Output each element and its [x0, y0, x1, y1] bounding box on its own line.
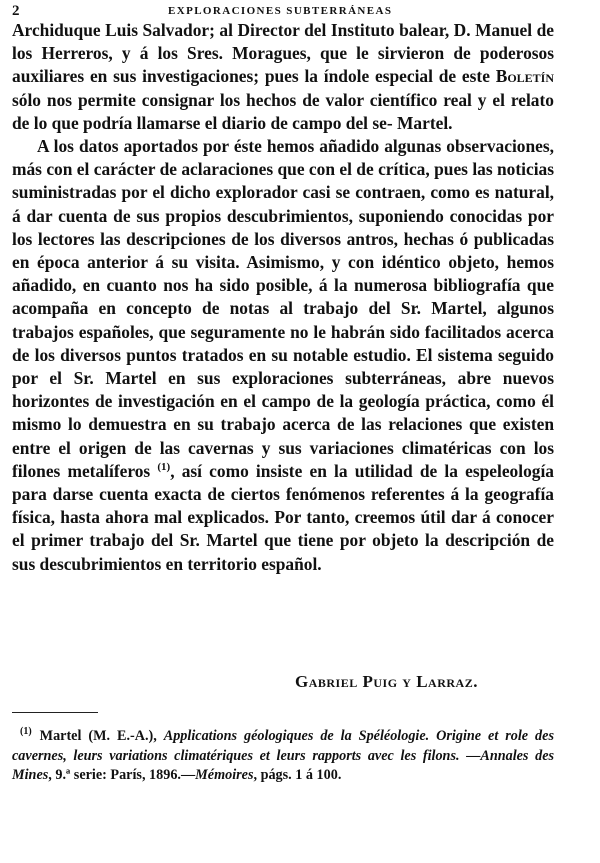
signature: Gabriel Puig y Larraz. [295, 672, 478, 691]
paragraph-2 [12, 135, 554, 576]
page-header [0, 3, 600, 19]
footnote-divider [12, 712, 98, 713]
footnote-memoires: Mémoires [195, 767, 254, 783]
footnote-author: Martel (M. E.-A.), [39, 728, 164, 744]
footnote-journal: Annales des Mines [12, 747, 555, 783]
paragraph-1 [12, 19, 554, 135]
footnote-reference: (1) [157, 461, 171, 474]
footnote-pages: , págs. 1 á 100. [253, 767, 342, 783]
running-title: EXPLORACIONES SUBTERRÁNEAS [168, 5, 393, 17]
paragraph-1-text-b: sólo nos permite consignar los hechos de valor científico real y el relato de lo que podría llamarse el diario de campo del se- Martel. [12, 89, 554, 133]
footnote-marker: (1) [20, 726, 32, 738]
boletin-smallcaps: Boletín [495, 66, 554, 87]
paragraph-2-text-b: , así como insiste en la utilidad de la espeleología para darse cuenta exacta de ciertos fenómenos referentes á la geografía física, hasta ahora mal explicados. Por tanto, creemos útil dar á conocer el primer trabajo del Sr. Martel que tiene por objeto la descripción de sus descubrimientos en territorio español. [12, 460, 554, 574]
footnote-series: , 9.ª serie: París, 1896.— [48, 767, 196, 783]
paragraph-1-text-a: Archiduque Luis Salvador; al Director del Instituto balear, D. Manuel de los Herreros, y á los Sres. Moragues, que le sirvieron de poderosos auxiliares en sus investigaciones; pues la índole especial de este [12, 20, 554, 87]
page-number: 2 [12, 3, 20, 19]
paragraph-2-text-a: A los datos aportados por éste hemos añadido algunas observaciones, más con el carácter de aclaraciones que con el de crítica, pues las noticias suministradas por el dicho explorador casi se contraen, como es natural, á dar cuenta de sus propios descubrimientos, suponiendo conocidas por los lectores las descripciones de los diversos antros, hechas ó publicadas en época anterior á su visita. Asimismo, y con idéntico objeto, hemos añadido, en cuanto nos ha sido posible, á la numerosa bibliografía que acompaña en concepto de notas al trabajo del Sr. Martel, algunos trabajos españoles, que seguramente no le habrán sido facilitados acerca de los diversos puntos tratados en su notable estudio. El sistema seguido por el Sr. Martel en sus exploraciones subterráneas, abre nuevos horizontes de investigación en el campo de la geología práctica, como él mismo lo demuestra en su trabajo acerca de las relaciones que existen entre el origen de las cavernas y sus variaciones climatéricas con los filones metalíferos [12, 136, 554, 481]
footnote-separator: — [459, 747, 481, 764]
footnote-title: Applications géologiques de la Spéléologie. Origine et role des cavernes, leurs variations climatériques et leurs rapports avec les filons. [12, 728, 554, 764]
footnote [12, 727, 554, 786]
body-text [12, 19, 554, 576]
